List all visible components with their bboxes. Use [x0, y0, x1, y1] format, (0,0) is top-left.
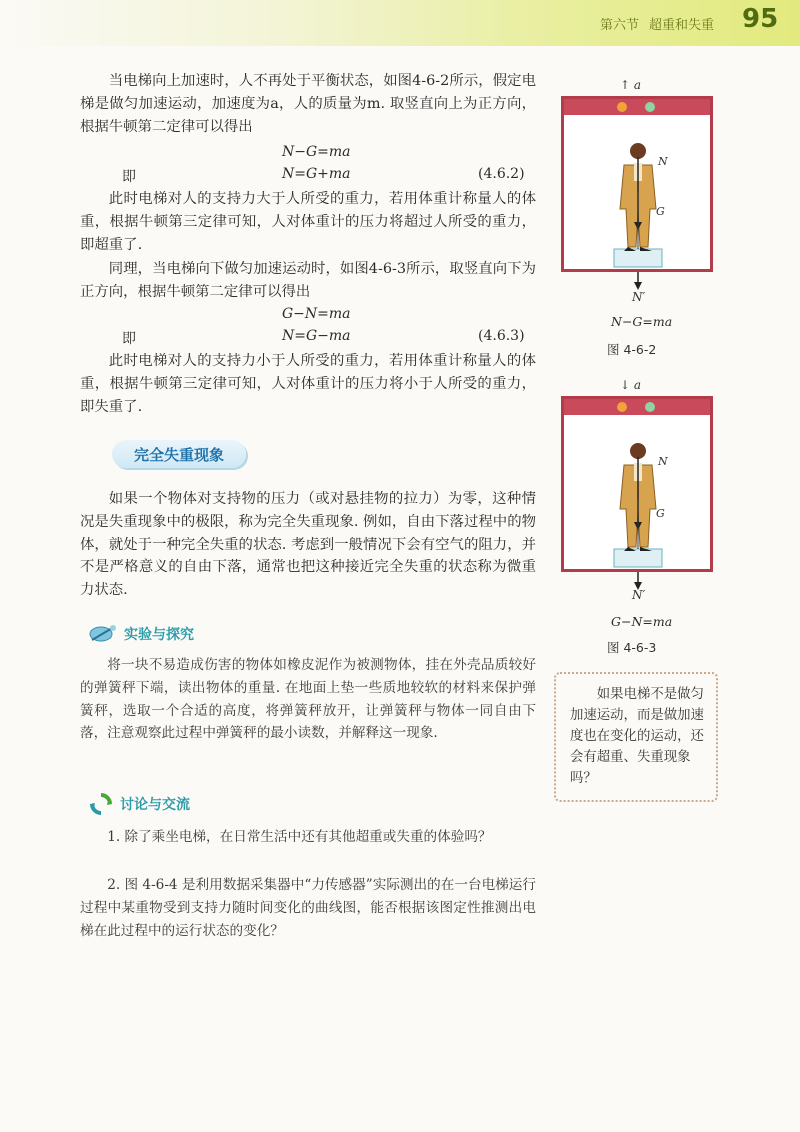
- fig2-force-G: G: [656, 507, 665, 520]
- experiment-heading: [88, 620, 194, 648]
- fig1-acceleration-label: ↑ a: [620, 78, 642, 92]
- discussion-heading-text: 讨论与交流: [120, 797, 190, 813]
- fig1-nprime-arrow: [628, 272, 648, 292]
- elevator-person-illustration: [564, 399, 710, 569]
- equation-4-6-2: N=G+ma: [282, 166, 351, 182]
- discussion-question-1: 1. 除了乘坐电梯，在日常生活中还有其他超重或失重的体验吗？: [107, 829, 492, 845]
- fig1-caption: 图 4-6-2: [607, 342, 657, 357]
- fig2-acceleration-label: ↓ a: [620, 378, 642, 392]
- equation-label-ji-2: 即: [122, 331, 136, 347]
- discussion-heading: [88, 790, 190, 818]
- paragraph-overweight: 此时电梯对人的支持力大于人所受的重力，若用体重计称量人的体重，根据牛顿第三定律可知，人对体重计的压力将超过人所受的重力，即超重了.: [80, 191, 536, 253]
- section-title: 超重和失重: [649, 18, 715, 33]
- paragraph-complete-weightlessness: 如果一个物体对支持物的压力（或对悬挂物的拉力）为零，这种情况是失重现象中的极限，称为完全失重现象. 例如，自由下落过程中的物体，就处于一种完全失重的状态. 考虑到一般情况下会有空气的阻力，并不是严格意义的自由下落，通常也把这种接近完全失重的状态称为微重力状态.: [80, 491, 536, 599]
- page-number: 95: [742, 4, 779, 34]
- section-label: [600, 14, 724, 33]
- equation-number-4-6-3: (4.6.3): [478, 328, 525, 344]
- experiment-text: 将一块不易造成伤害的物体如橡皮泥作为被测物体，挂在外壳品质较好的弹簧秤下端，读出物体的重量. 在地面上垫一些质地较软的材料来保护弹簧秤，选取一个合适的高度，将弹簧秤放开，让弹簧秤与物体一同自由下落，注意观察此过程中弹簧秤的最小读数，并解释这一现象.: [80, 657, 536, 742]
- equation-g-minus-n: G−N=ma: [282, 306, 351, 322]
- equation-n-minus-g: N−G=ma: [282, 144, 351, 160]
- fig2-equation: G−N=ma: [611, 614, 673, 629]
- equation-4-6-3: N=G−ma: [282, 328, 351, 344]
- paragraph-underweight: 此时电梯对人的支持力小于人所受的重力，若用体重计称量人的体重，根据牛顿第三定律可知，人对体重计的压力将小于人所受的重力，即失重了.: [80, 353, 536, 415]
- paragraph-accelerating-up: 当电梯向上加速时，人不再处于平衡状态，如图4-6-2所示，假定电梯是做匀加速运动，加速度为a，人的质量为m. 取竖直向上为正方向，根据牛顿第二定律可以得出: [80, 73, 536, 135]
- discussion-icon: [88, 792, 114, 816]
- discussion-question-2: 2. 图 4-6-4 是利用数据采集器中“力传感器”实际测出的在一台电梯运行过程中某重物受到支持力随时间变化的曲线图，能否根据该图定性推测出电梯在此过程中的运行状态的变化？: [80, 877, 536, 939]
- experiment-icon: [88, 623, 118, 645]
- fig2-caption: 图 4-6-3: [607, 640, 657, 655]
- equation-number-4-6-2: (4.6.2): [478, 166, 525, 182]
- fig2-force-N-prime: N′: [632, 588, 646, 602]
- figure-4-6-2-elevator: [561, 96, 713, 272]
- fig1-force-N-prime: N′: [632, 290, 646, 304]
- experiment-heading-text: 实验与探究: [124, 627, 194, 643]
- equation-label-ji: 即: [122, 169, 136, 185]
- side-note-question: 如果电梯不是做匀加速运动，而是做加速度也在变化的运动，还会有超重、失重现象吗？: [554, 672, 718, 802]
- fig1-force-G: G: [656, 205, 665, 218]
- section-heading-weightlessness: 完全失重现象: [112, 440, 246, 468]
- elevator-person-illustration: [564, 99, 710, 269]
- paragraph-accelerating-down: 同理，当电梯向下做匀加速运动时，如图4-6-3所示，取竖直向下为正方向，根据牛顿第二定律可以得出: [80, 261, 536, 300]
- fig1-equation: N−G=ma: [611, 314, 673, 329]
- section-number: 第六节: [600, 18, 640, 33]
- fig2-force-N: N: [658, 455, 668, 468]
- fig1-force-N: N: [658, 155, 668, 168]
- figure-4-6-3-elevator: [561, 396, 713, 572]
